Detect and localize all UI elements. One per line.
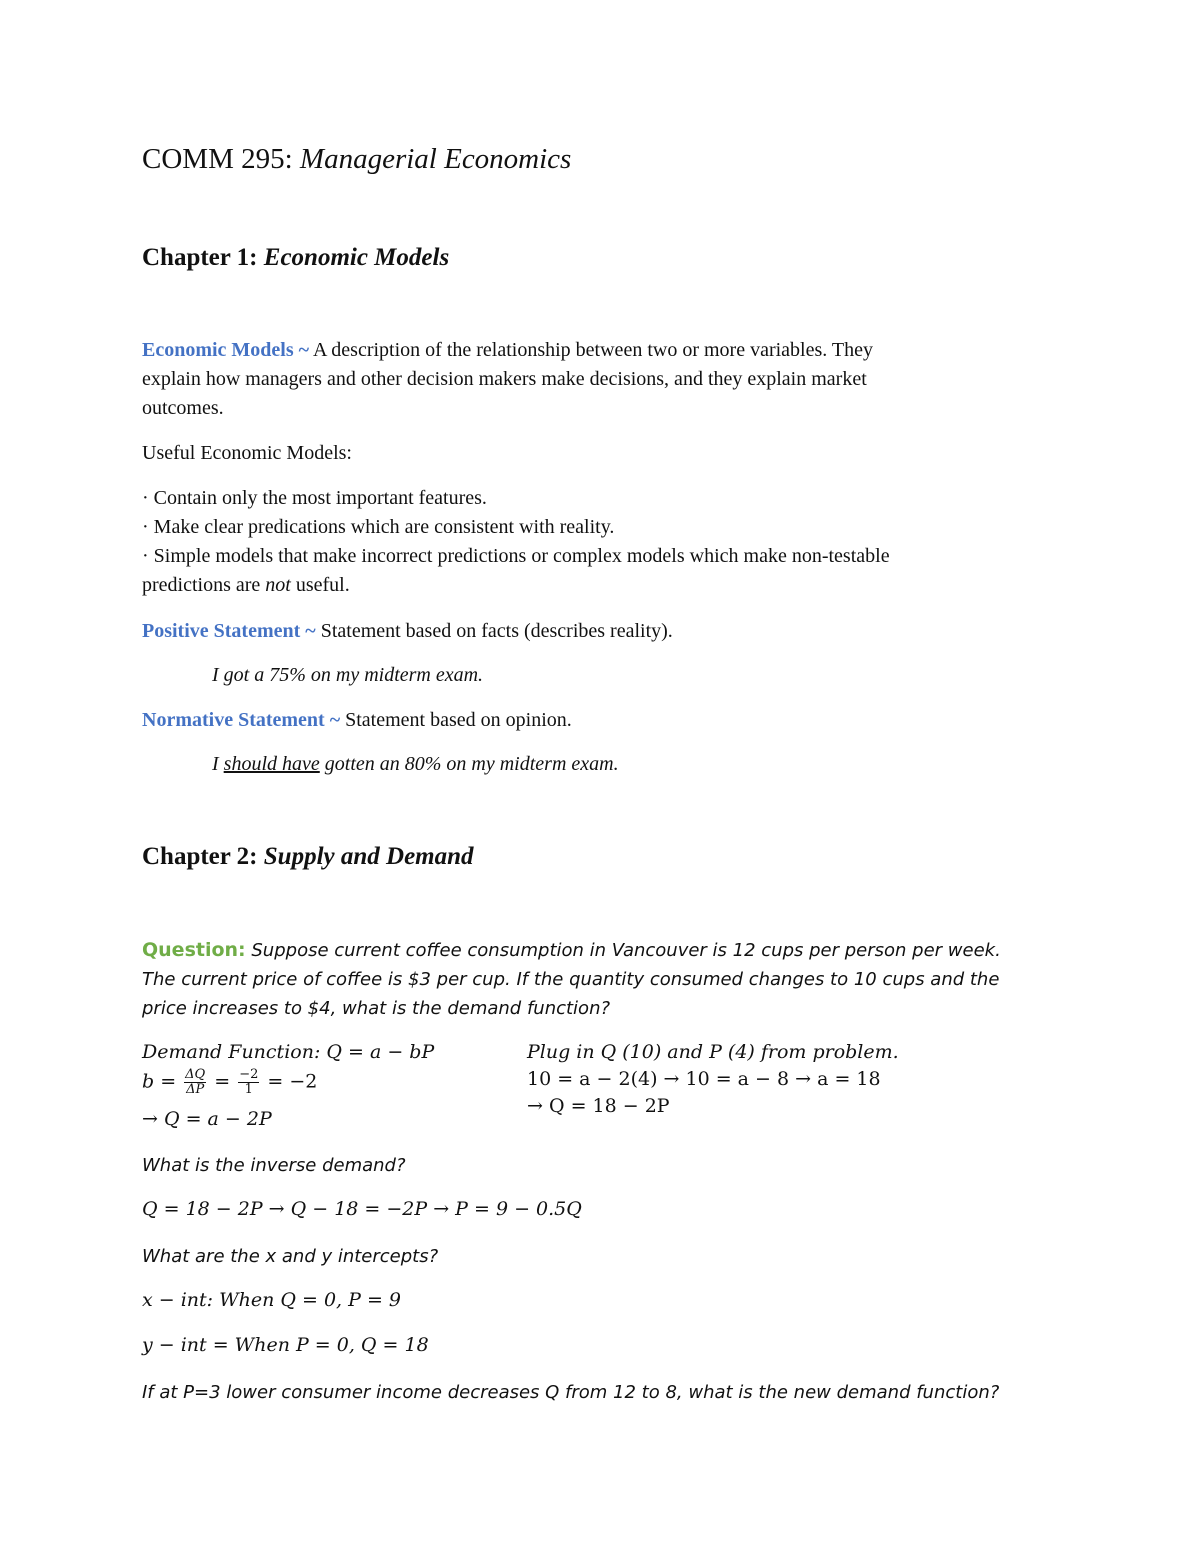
normative-statement-definition: Normative Statement ~ Statement based on opinion.	[142, 709, 572, 731]
fraction: $\frac{\Delta Q}{\Delta P}$	[185, 1067, 206, 1097]
chapter-1-name: Economic Models	[263, 244, 450, 271]
plug-in-note: Plug in Q (10) and P (4) from problem.	[527, 1041, 899, 1063]
course-code: COMM 295:	[142, 143, 293, 175]
positive-statement-example: I got a 75% on my midterm exam.	[212, 664, 484, 686]
list-item-continuation: predictions are not useful.	[142, 574, 350, 596]
chapter-2-heading	[142, 843, 474, 871]
list-item: · Make clear predications which are consistent with reality.	[142, 516, 615, 538]
question-label: Question:	[142, 939, 246, 961]
demand-function-equation: Demand Function: Q = a − bP	[142, 1041, 435, 1063]
useful-models-list	[142, 484, 890, 600]
fraction: $\frac{-2}{1}$	[239, 1067, 259, 1097]
normative-statement-example: I should have gotten an 80% on my midterm exam.	[212, 753, 619, 775]
list-item: · Simple models that make incorrect predictions or complex models which make non-testable	[142, 545, 890, 567]
inverse-demand-question: What is the inverse demand?	[142, 1155, 406, 1176]
definition-line: explain how managers and other decision makers make decisions, and they explain market	[142, 368, 867, 390]
final-demand-equation: → Q = 18 − 2P	[527, 1095, 670, 1117]
chapter-2-label: Chapter 2:	[142, 843, 258, 870]
new-demand-question: If at P=3 lower consumer income decreases Q from 12 to 8, what is the new demand function?	[142, 1382, 1000, 1403]
chapter-1-heading	[142, 244, 449, 272]
definition-line: A description of the relationship between two or more variables. They	[309, 339, 873, 361]
chapter-2-name: Supply and Demand	[263, 843, 474, 870]
document-title	[142, 143, 571, 176]
underlined-phrase: should have	[223, 753, 320, 775]
question-block: Question: Suppose current coffee consumption in Vancouver is 12 cups per person per week. The current price of coffee is $3 per cup. If the quantity consumed changes to 10 cups and the price increases to $4, what is the demand function?	[142, 939, 1001, 1019]
list-item: · Contain only the most important features.	[142, 487, 487, 509]
solve-a-equation: 10 = a − 2(4) → 10 = a − 8 → a = 18	[527, 1068, 881, 1090]
slope-equation: b = $\frac{\Delta Q}{\Delta P}$ = $\frac{-2}{1}$ = −2	[142, 1067, 318, 1097]
normative-statement-term: Normative Statement ~	[142, 709, 341, 731]
positive-statement-term: Positive Statement ~	[142, 620, 316, 642]
intercepts-question: What are the x and y intercepts?	[142, 1246, 439, 1267]
economic-models-term: Economic Models ~	[142, 339, 310, 361]
inverse-demand-answer: Q = 18 − 2P → Q − 18 = −2P → P = 9 − 0.5Q	[142, 1198, 582, 1220]
course-name: Managerial Economics	[299, 143, 572, 175]
demand-result-equation: → Q = a − 2P	[142, 1108, 272, 1130]
economic-models-definition	[142, 336, 873, 423]
x-intercept-answer: x − int: When Q = 0, P = 9	[142, 1289, 402, 1311]
definition-line: outcomes.	[142, 397, 224, 419]
positive-statement-definition: Positive Statement ~ Statement based on facts (describes reality).	[142, 620, 673, 642]
y-intercept-answer: y − int = When P = 0, Q = 18	[142, 1334, 429, 1356]
useful-models-heading: Useful Economic Models:	[142, 442, 352, 464]
chapter-1-label: Chapter 1:	[142, 244, 258, 271]
